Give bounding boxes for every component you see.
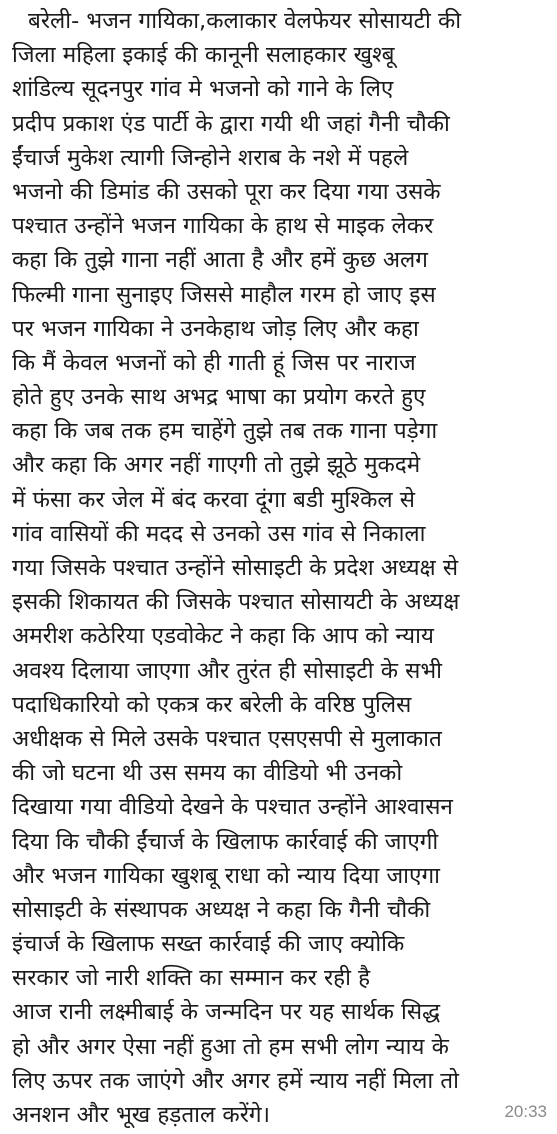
message-line-7: पश्चात उन्होंने भजन गायिका के हाथ से माइक लेकर [12,213,434,240]
message-line-2: जिला महिला इकाई की कानूनी सलाहकार खुश्बू [12,42,395,69]
message-line-25: दिया कि चौकी ईंचार्ज के खिलाफ कार्रवाई की जाएगी [12,828,439,855]
message-line-22: अधीक्षक से मिले उसके पश्चात एसएसपी से मुलाकात [12,725,442,752]
message-line-3: शांडिल्य सूदनपुर गांव मे भजनो को गाने के लिए [12,76,394,103]
message-line-9: फिल्मी गाना सुनाइए जिससे माहौल गरम हो जाए इस [12,281,436,308]
message-line-24: दिखाया गया वीडियो देखने के पश्चात उन्होंने आश्वासन [12,794,453,821]
message-line-11: कि मैं केवल भजनों को ही गाती हूं जिस पर नाराज [12,349,416,376]
message-line-15: में फंसा कर जेल में बंद करवा दूंगा बडी मुश्किल से [12,486,415,513]
message-line-5: ईंचार्ज मुकेश त्यागी जिन्होने शराब के नशे में पहले [12,144,409,171]
message-line-18: इसकी शिकायत की जिसके पश्चात सोसायटी के अध्यक्ष [12,589,460,616]
message-line-12: होते हुए उनके साथ अभद्र भाषा का प्रयोग करते हुए [12,384,426,411]
message-line-1: बरेली- भजन गायिका,कलाकार वेलफेयर सोसायटी की [28,8,462,34]
message-line-27: सोसाइटी के संस्थापक अध्यक्ष ने कहा कि गैनी चौकी [12,896,431,923]
message-line-31: हो और अगर ऐसा नहीं हुआ तो हम सभी लोग न्याय के [12,1033,449,1060]
message-line-33: अनशन और भूख हड़ताल करेंगे। [12,1102,271,1128]
message-line-4: प्रदीप प्रकाश एंड पार्टी के द्वारा गयी थी जहां गैनी चौकी [12,110,450,137]
message-line-20: अवश्य दिलाया जाएगा और तुरंत ही सोसाइटी के सभी [12,657,442,684]
message-line-17: गया जिसके पश्चात उन्होंने सोसाइटी के प्रदेश अध्यक्ष से [12,555,459,581]
message-line-21: पदाधिकारियो को एकत्र कर बरेली के वरिष्ठ पुलिस [12,691,412,718]
message-line-19: अमरीश कठेरिया एडवोकेट ने कहा कि आप को न्याय [12,623,434,650]
message-line-30: आज रानी लक्ष्मीबाई के जन्मदिन पर यह सार्थक सिद्ध [12,999,441,1026]
message-line-32: लिए ऊपर तक जाएंगे और अगर हमें न्याय नहीं मिला तो [12,1067,459,1094]
message-line-8: कहा कि तुझे गाना नहीं आता है और हमें कुछ अलग [12,247,428,274]
message-text [12,4,551,1132]
message-line-10: पर भजन गायिका ने उनकेहाथ जोड़ लिए और कहा [12,315,419,342]
message-line-6: भजनो की डिमांड की उसको पूरा कर दिया गया उसके [12,178,441,205]
message-line-13: कहा कि जब तक हम चाहेंगे तुझे तब तक गाना पड़ेगा [12,418,438,445]
message-line-28: इंचार्ज के खिलाफ सख्त कार्रवाई की जाए क्योकि [12,931,405,958]
message-timestamp: 20:33 [504,1102,547,1121]
message-line-26: और भजन गायिका खुशबू राधा को न्याय दिया जाएगा [12,862,440,889]
message-line-29: सरकार जो नारी शक्ति का सम्मान कर रही है [12,965,371,992]
message-line-16: गांव वासियों की मदद से उनको उस गांव से निकाला [12,520,426,547]
message-line-14: और कहा कि अगर नहीं गाएगी तो तुझे झूठे मुकदमे [12,452,421,479]
message-line-23: की जो घटना थी उस समय का वीडियो भी उनको [12,760,403,787]
